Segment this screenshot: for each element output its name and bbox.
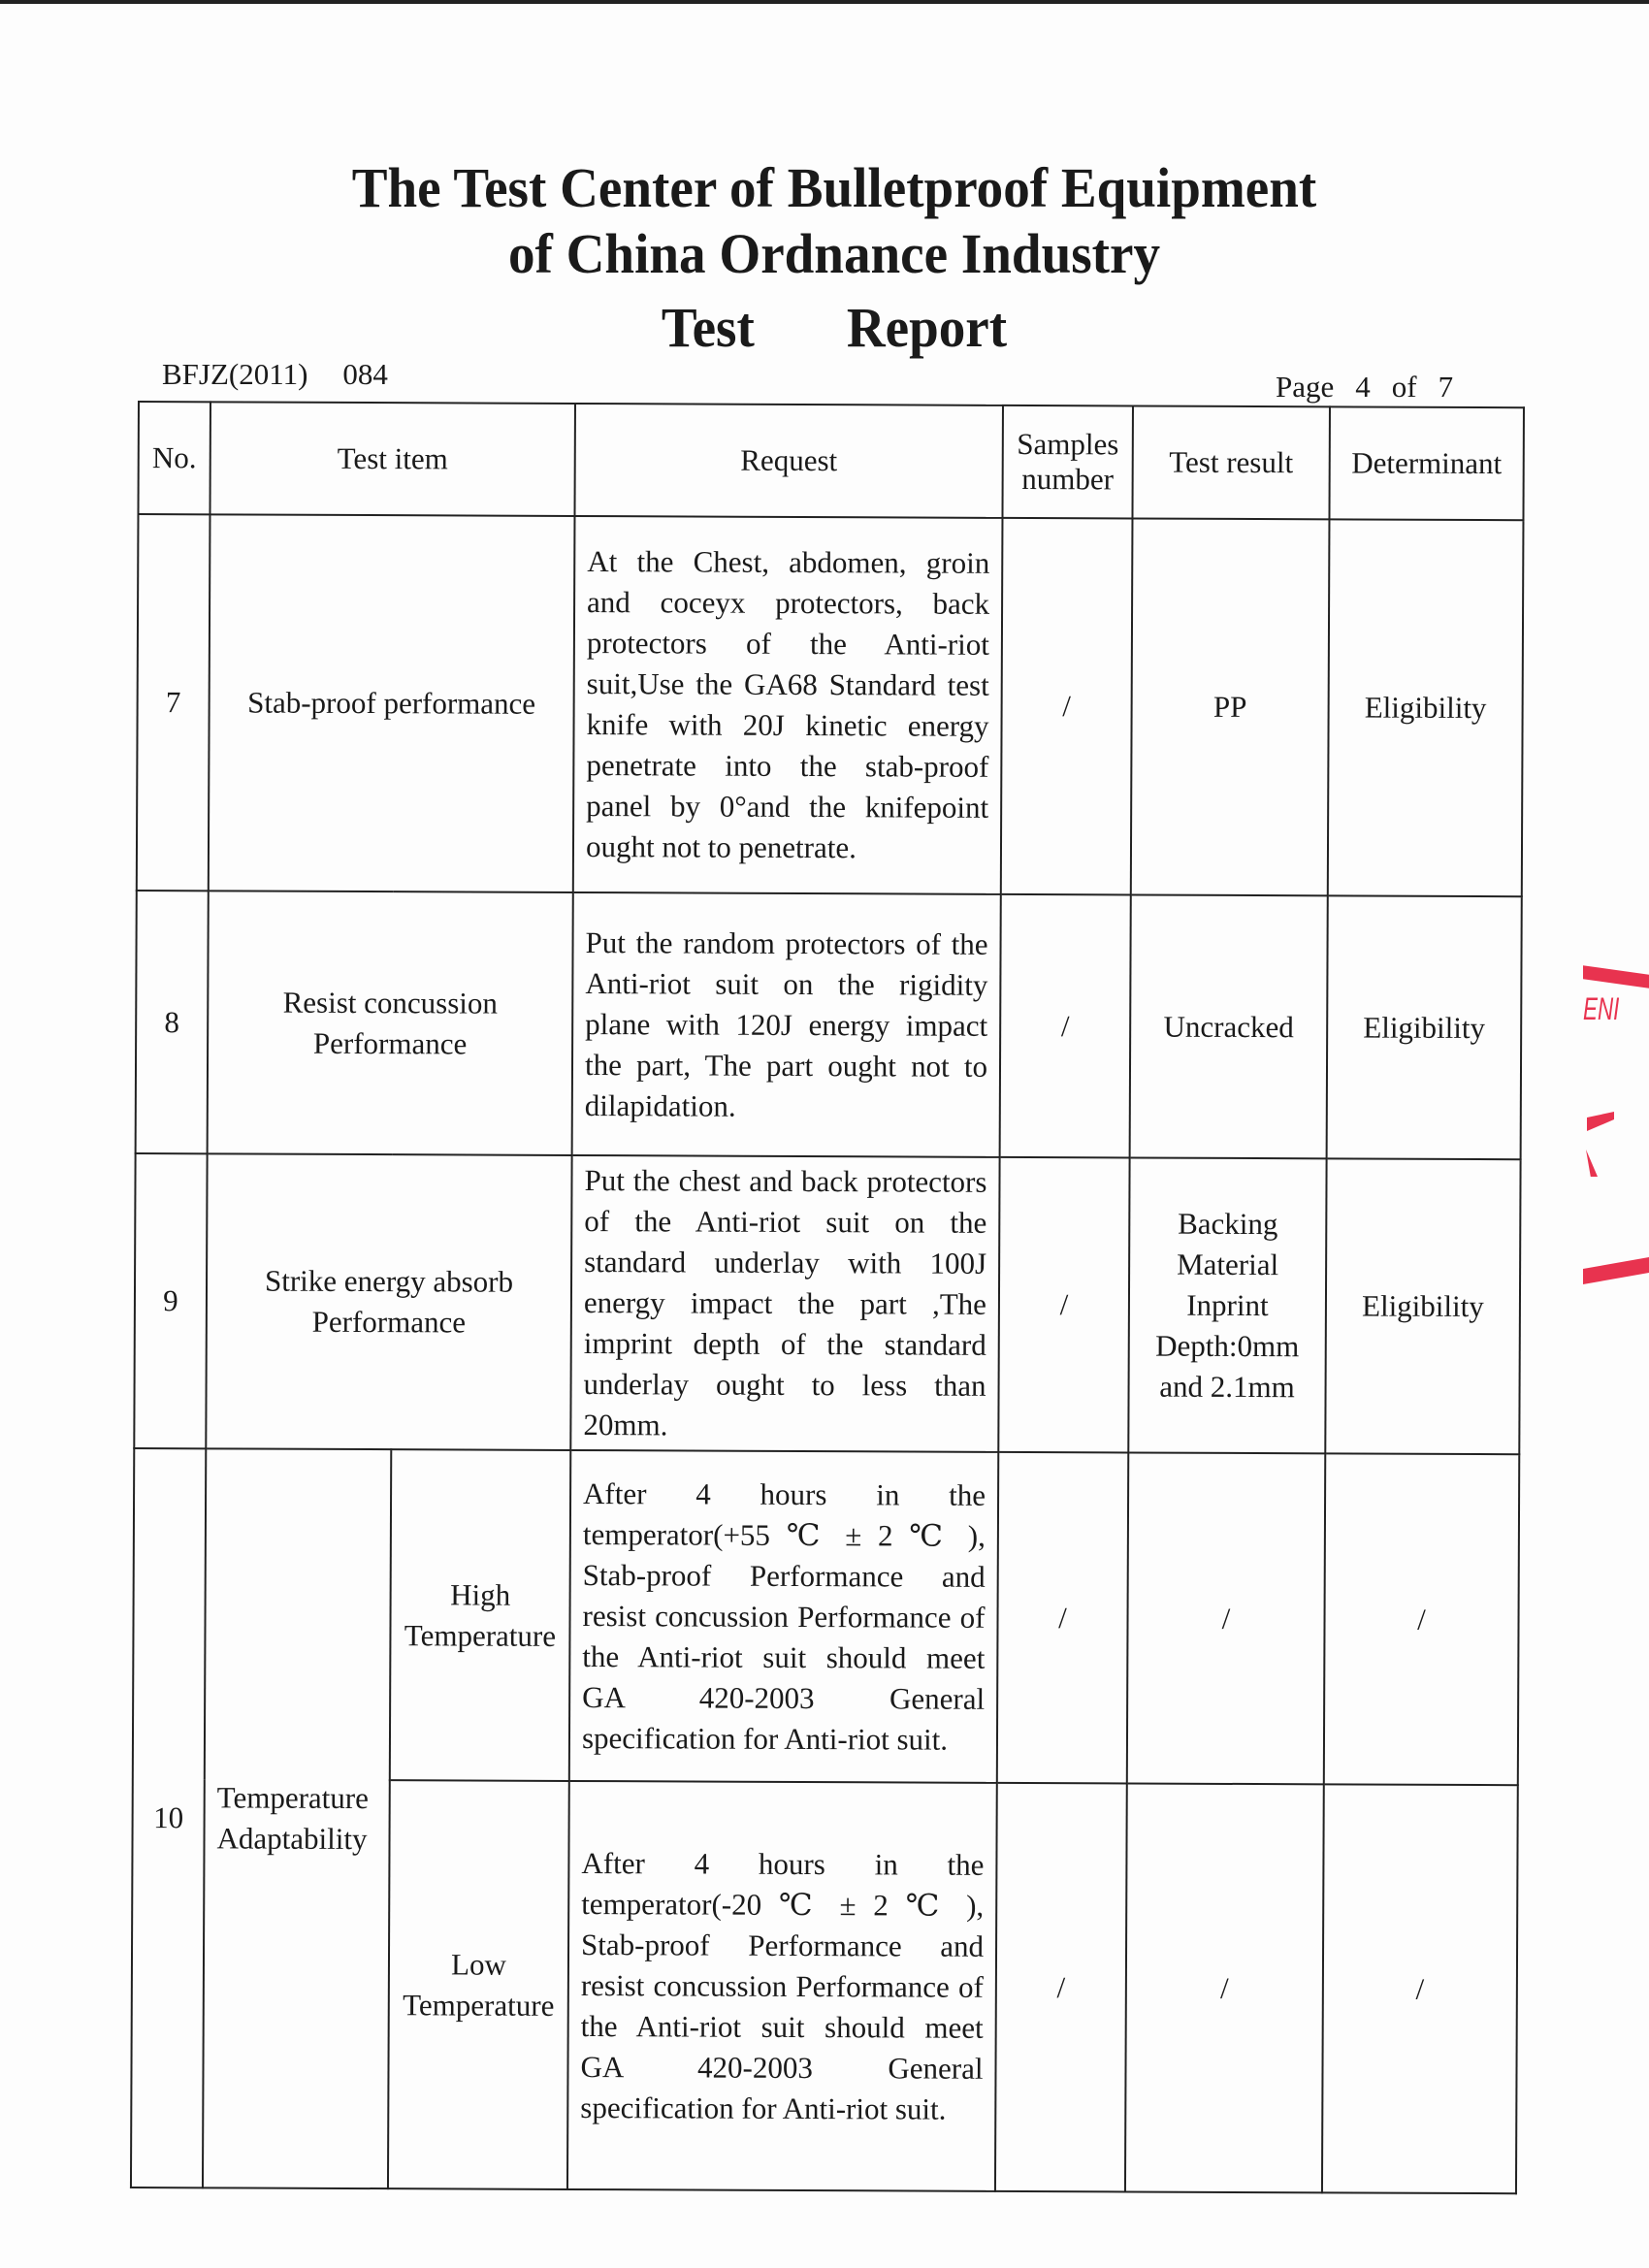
report-word-1: Test	[661, 296, 755, 359]
row-request: Put the random protectors of the Anti-riot suit on the rigidity plane with 120J energy impact the part, The part ought not to dilapidation.	[572, 892, 1001, 1157]
row-test-item: Temperature Adaptability	[203, 1448, 391, 2188]
row-test-item: Resist concussion Performance	[208, 891, 573, 1155]
row-test-item: Strike energy absorb Performance	[206, 1153, 571, 1450]
row-no: 7	[137, 514, 210, 891]
report-number: 084	[342, 357, 388, 391]
row-samples: /	[995, 1783, 1127, 2192]
title-line-1: The Test Center of Bulletproof Equipment	[351, 156, 1317, 219]
table-row	[137, 514, 1524, 896]
row-samples: /	[998, 1157, 1129, 1453]
row-sub-item: High Temperature	[390, 1449, 570, 1781]
header-samples-number: Samples number	[1002, 405, 1133, 519]
table-row	[134, 1153, 1520, 1454]
title-line-2: of China Ordnance Industry	[507, 222, 1161, 285]
stamp-fragment	[1586, 1150, 1598, 1177]
table-header-row	[138, 402, 1523, 520]
row-result: PP	[1131, 518, 1330, 895]
row-no: 9	[134, 1153, 207, 1448]
report-heading	[42, 295, 1627, 360]
report-code-prefix: BFJZ(2011)	[162, 357, 308, 391]
page-indicator	[1276, 370, 1474, 405]
table-row	[136, 891, 1522, 1159]
header-no: No.	[138, 402, 210, 514]
row-test-item: Stab-proof performance	[209, 514, 575, 892]
row-request: Put the chest and back protectors of the Anti-riot suit on the standard underlay with 100J energy impact the part ,The imprint depth of the standard underlay ought to less than 20mm.	[570, 1155, 999, 1452]
row-result: /	[1125, 1783, 1324, 2192]
page-of: of	[1391, 370, 1417, 404]
row-determinant: Eligibility	[1328, 519, 1524, 896]
row-no: 10	[131, 1448, 206, 2187]
row-determinant: Eligibility	[1327, 895, 1522, 1159]
row-result: Backing Material Inprint Depth:0mm and 2.1mm	[1128, 1157, 1326, 1453]
page-label: Page	[1276, 370, 1335, 404]
scan-edge	[0, 0, 1649, 4]
stamp-fragment	[1583, 1257, 1649, 1284]
row-sub-item: Low Temperature	[388, 1780, 569, 2189]
report-code	[162, 357, 388, 392]
row-determinant: Eligibility	[1325, 1158, 1520, 1454]
row-determinant: /	[1322, 1784, 1518, 2193]
stamp-fragment	[1583, 965, 1649, 988]
row-result: Uncracked	[1130, 894, 1328, 1158]
page-total: 7	[1438, 370, 1454, 404]
report-word-2: Report	[846, 296, 1008, 359]
row-request: At the Chest, abdomen, groin and coceyx protectors, back protectors of the Anti-riot suit,Use the GA68 Standard test knife with 20J kinetic energy penetrate into the stab-proof panel by 0°and the knifepoint ought not to penetrate.	[573, 516, 1003, 894]
stamp-fragment	[1587, 1112, 1614, 1131]
row-samples: /	[997, 1452, 1128, 1784]
row-request: After 4 hours in the temperator(+55 ℃ ± 2 ℃ ), Stab-proof Performance and resist concussion Performance of the Anti-riot suit should meet GA 420-2003 General specification for Anti-riot suit.	[569, 1450, 998, 1783]
row-result: /	[1127, 1452, 1325, 1784]
header-determinant: Determinant	[1329, 406, 1524, 520]
table-row	[133, 1448, 1519, 1785]
row-samples: /	[1001, 518, 1133, 895]
page-current: 4	[1355, 370, 1371, 404]
row-samples: /	[1000, 894, 1131, 1158]
header-test-result: Test result	[1132, 405, 1330, 519]
row-no: 8	[136, 891, 209, 1153]
header-test-item: Test item	[210, 402, 575, 516]
test-report-table	[130, 401, 1525, 2194]
row-determinant: /	[1324, 1453, 1519, 1785]
stamp-text: ENI	[1583, 991, 1620, 1026]
row-request: After 4 hours in the temperator(-20 ℃ ± 2 ℃ ), Stab-proof Performance and resist concussion Performance of the Anti-riot suit should meet GA 420-2003 General specification for Anti-riot suit.	[567, 1781, 997, 2191]
header-request: Request	[574, 404, 1003, 518]
